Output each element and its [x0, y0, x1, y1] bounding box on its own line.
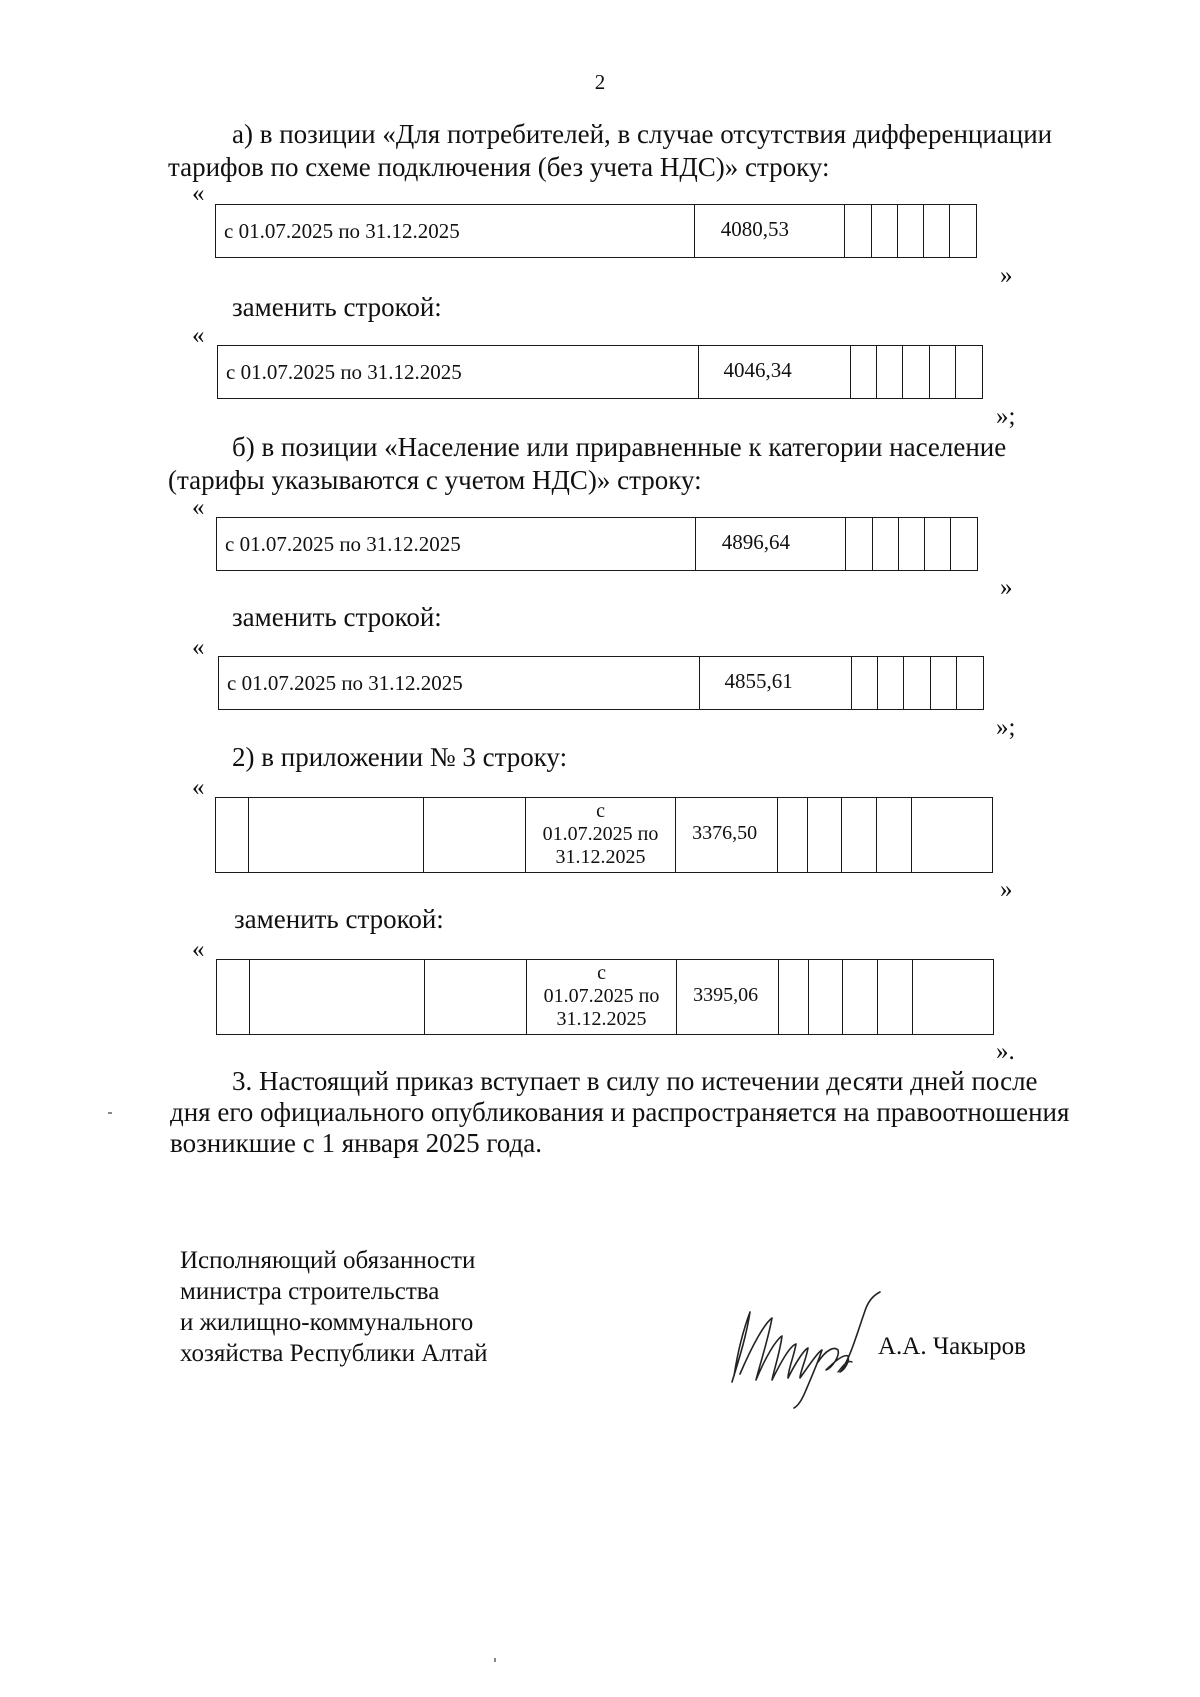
empty-cell — [424, 798, 526, 872]
close-quote: » — [1000, 876, 1013, 903]
empty-cell — [931, 657, 957, 709]
empty-cell — [216, 798, 249, 872]
close-quote-semicolon: »; — [996, 714, 1016, 741]
signer-name: А.А. Чакыров — [878, 1333, 1026, 1360]
value-cell: 3376,50 — [676, 798, 777, 872]
page-number: 2 — [594, 70, 606, 94]
empty-cell — [873, 518, 899, 570]
empty-cell — [852, 657, 878, 709]
signer-title-line: министра строительства — [180, 1278, 440, 1305]
empty-cell — [845, 205, 871, 257]
replace-text-a: заменить строкой: — [232, 292, 442, 322]
empty-cell — [808, 798, 841, 872]
empty-cell — [878, 657, 904, 709]
tariff-table-2-old — [215, 797, 993, 873]
close-quote: » — [1000, 262, 1013, 289]
empty-cell — [925, 518, 951, 570]
value-cell: 4896,64 — [696, 518, 847, 570]
open-quote: « — [192, 936, 205, 963]
empty-cell — [846, 518, 872, 570]
section-3-line-3: возникшие с 1 января 2025 года. — [170, 1128, 542, 1158]
open-quote: « — [192, 494, 205, 521]
empty-cell — [778, 798, 809, 872]
period-line: с — [596, 800, 605, 822]
tariff-table-2-new — [216, 959, 994, 1035]
empty-cell — [912, 798, 992, 872]
empty-cell — [851, 346, 877, 398]
value-cell: 4855,61 — [700, 657, 851, 709]
scan-speck — [108, 1112, 112, 1114]
close-quote-period: ». — [996, 1038, 1015, 1065]
section-a-line-1: а) в позиции «Для потребителей, в случае отсутствия дифференциации — [232, 119, 1053, 149]
period-cell: с 01.07.2025 по 31.12.2025 — [219, 657, 700, 709]
section-3-line-2: дня его официального опубликования и распространяется на правоотношения — [170, 1097, 1070, 1127]
period-line: с — [597, 962, 606, 984]
tariff-table-b-old — [216, 517, 978, 571]
empty-cell — [903, 346, 929, 398]
empty-cell — [843, 960, 878, 1034]
period-cell: с 01.07.2025 по 31.12.2025 — [216, 205, 695, 257]
empty-cell — [877, 798, 912, 872]
tariff-table-a-new — [217, 345, 983, 399]
empty-cell — [842, 798, 877, 872]
empty-cell — [872, 205, 898, 257]
period-line: 01.07.2025 по — [542, 823, 659, 845]
signer-title-line: хозяйства Республики Алтай — [180, 1340, 488, 1367]
period-line: 31.12.2025 — [556, 1008, 647, 1030]
period-cell — [527, 960, 677, 1034]
period-line: 31.12.2025 — [555, 846, 646, 868]
scan-speck — [494, 1658, 496, 1662]
empty-cell — [930, 346, 956, 398]
open-quote: « — [192, 774, 205, 801]
period-cell: с 01.07.2025 по 31.12.2025 — [218, 346, 699, 398]
tariff-table-a-old — [215, 204, 977, 258]
empty-cell — [809, 960, 842, 1034]
empty-cell — [217, 960, 250, 1034]
empty-cell — [878, 960, 913, 1034]
period-line: 01.07.2025 по — [543, 985, 660, 1007]
section-b-line-2: (тарифы указываются с учетом НДС)» строку: — [168, 465, 702, 495]
empty-cell — [249, 798, 423, 872]
period-cell: с 01.07.2025 по 31.12.2025 — [217, 518, 696, 570]
empty-cell — [957, 657, 983, 709]
signer-title-line: и жилищно-коммунального — [180, 1309, 474, 1336]
value-cell: 4080,53 — [695, 205, 846, 257]
empty-cell — [898, 205, 924, 257]
value-cell: 3395,06 — [677, 960, 778, 1034]
replace-text-2: заменить строкой: — [234, 904, 444, 934]
close-quote: » — [1000, 574, 1013, 601]
section-b-line-1: б) в позиции «Население или приравненные к категории население — [232, 432, 1007, 462]
empty-cell — [877, 346, 903, 398]
tariff-table-b-new — [218, 656, 984, 710]
empty-cell — [779, 960, 810, 1034]
empty-cell — [956, 346, 982, 398]
empty-cell — [425, 960, 527, 1034]
empty-cell — [904, 657, 930, 709]
open-quote: « — [192, 180, 205, 207]
open-quote: « — [192, 634, 205, 661]
empty-cell — [250, 960, 424, 1034]
handwritten-signature — [720, 1290, 890, 1410]
section-a-line-2: тарифов по схеме подключения (без учета НДС)» строку: — [168, 152, 830, 182]
value-cell: 4046,34 — [699, 346, 850, 398]
signer-title-line: Исполняющий обязанности — [180, 1247, 476, 1274]
empty-cell — [924, 205, 950, 257]
signer-title — [180, 1245, 488, 1369]
replace-text-b: заменить строкой: — [232, 602, 442, 632]
empty-cell — [951, 518, 977, 570]
empty-cell — [899, 518, 925, 570]
section-3-line-1: 3. Настоящий приказ вступает в силу по истечении десяти дней после — [232, 1066, 1038, 1096]
close-quote-semicolon: »; — [996, 403, 1016, 430]
empty-cell — [950, 205, 976, 257]
empty-cell — [913, 960, 993, 1034]
open-quote: « — [192, 322, 205, 349]
section-2-paragraph: 2) в приложении № 3 строку: — [232, 742, 568, 772]
period-cell — [526, 798, 676, 872]
